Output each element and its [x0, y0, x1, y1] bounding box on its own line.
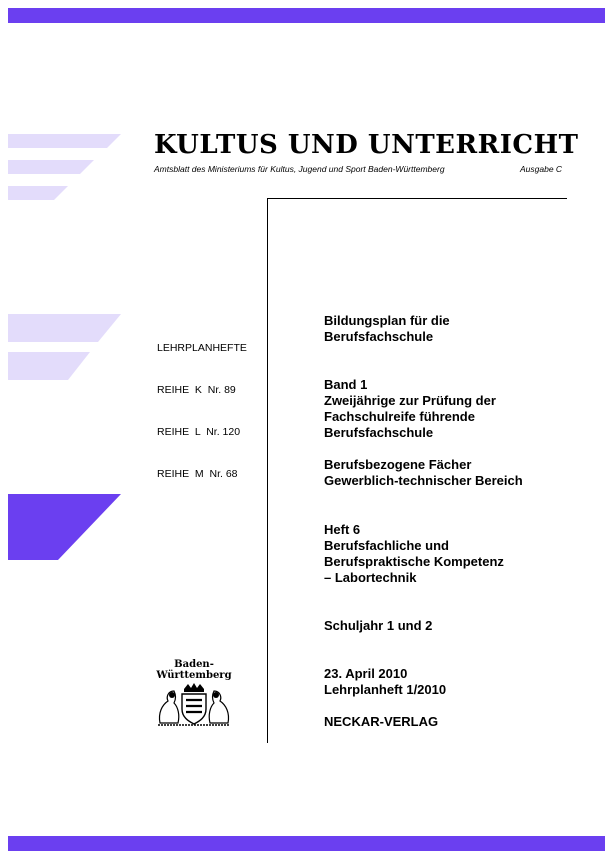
logo-text-line1: Baden- [174, 659, 214, 670]
date-issue-block [324, 666, 446, 698]
band-line: Band 1 [324, 377, 368, 392]
heft-line: Berufsfachliche und [324, 538, 449, 553]
vertical-divider [267, 198, 268, 743]
series-heading: LEHRPLANHEFTE [157, 342, 247, 354]
series-list [157, 313, 247, 495]
subjects-block [324, 457, 523, 489]
top-accent-bar [8, 8, 605, 23]
subjects-line: Gewerblich-technischer Bereich [324, 473, 523, 488]
publisher-name: NECKAR-VERLAG [324, 714, 439, 729]
logo-text-line2: Württemberg [156, 670, 232, 681]
school-year-text: Schuljahr 1 und 2 [324, 618, 433, 633]
bottom-accent-bar [8, 836, 605, 851]
school-year [324, 618, 432, 634]
edition-label: Ausgabe C [520, 164, 563, 174]
baden-wuerttemberg-logo [150, 657, 238, 729]
band-line: Berufsfachschule [324, 425, 434, 440]
masthead-subtitle: Amtsblatt des Ministeriums für Kultus, Jugend und Sport Baden-Württemberg [154, 164, 445, 174]
decorative-triangle-accent [8, 494, 123, 562]
heft-block [324, 522, 504, 586]
publisher-block [324, 714, 438, 730]
series-row: REIHE M Nr. 68 [157, 468, 238, 480]
decorative-stripes-middle [8, 314, 123, 384]
subjects-line: Berufsbezogene Fächer [324, 457, 472, 472]
band-line: Zweijährige zur Prüfung der [324, 393, 496, 408]
issue-date: 23. April 2010 [324, 666, 408, 681]
horizontal-divider [267, 198, 567, 199]
series-row: REIHE L Nr. 120 [157, 426, 241, 438]
band-block [324, 377, 496, 441]
decorative-stripes-top [8, 134, 123, 204]
plan-title-line: Berufsfachschule [324, 329, 434, 344]
heft-line: Heft 6 [324, 522, 361, 537]
heft-line: Berufspraktische Kompetenz [324, 554, 504, 569]
coat-of-arms-icon [154, 683, 234, 727]
masthead-title: KULTUS UND UNTERRICHT [154, 130, 579, 160]
heft-line: – Labortechnik [324, 570, 417, 585]
issue-number: Lehrplanheft 1/2010 [324, 682, 447, 697]
plan-title-block [324, 313, 450, 345]
plan-title-line: Bildungsplan für die [324, 313, 450, 328]
series-row: REIHE K Nr. 89 [157, 384, 236, 396]
band-line: Fachschulreife führende [324, 409, 475, 424]
